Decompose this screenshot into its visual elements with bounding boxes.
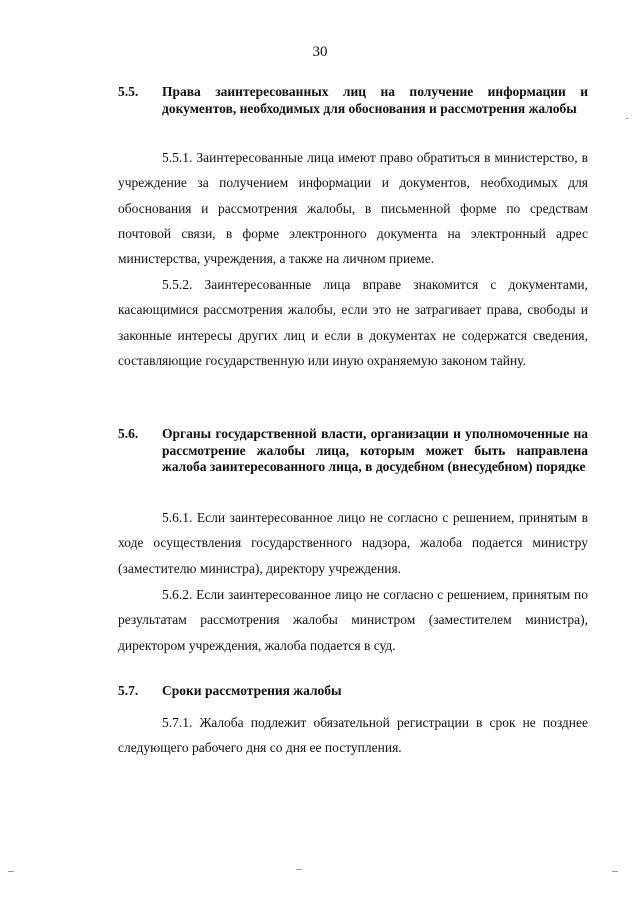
paragraph-5-6-1: 5.6.1. Если заинтересованное лицо не согласно с решением, принятым в ходе осуществления государственного надзора, жалоба подается министру (заместителю министра), директору учреждения. (118, 510, 588, 576)
paragraph-5-5-1: 5.5.1. Заинтересованные лица имеют право обратиться в министерство, в учреждение за получением информации и документов, необходимых для обоснования и рассмотрения жалобы, в письменной форме по средствам почтовой связи, в форме электронного документа на электронный адрес министерства, учреждения, а также на личном приеме. (118, 150, 588, 267)
section-title: Права заинтересованных лиц на получение информации и документов, необходимых для обоснования и рассмотрения жалобы (162, 84, 588, 116)
paragraph-5-6-2: 5.6.2. Если заинтересованное лицо не согласно с решением, принятым по результатам рассмотрения жалобы министром (заместителем министра), директором учреждения, жалоба подается в суд. (118, 587, 588, 653)
scan-speck (296, 869, 302, 870)
page-number: 30 (312, 44, 328, 60)
section-heading-5-5 (118, 84, 588, 117)
scan-speck (8, 871, 14, 872)
section-heading-5-7 (118, 683, 588, 700)
paragraph-5-7-1: 5.7.1. Жалоба подлежит обязательной регистрации в срок не позднее следующего рабочего дня со дня ее поступления. (118, 715, 588, 756)
section-number: 5.6. (118, 426, 139, 441)
section-heading-5-6 (118, 426, 588, 476)
section-title: Сроки рассмотрения жалобы (162, 683, 342, 698)
section-number: 5.5. (118, 84, 139, 99)
section-title: Органы государственной власти, организации и уполномоченные на рассмотрение жалобы лица, которым может быть направлена жалоба заинтересованного лица, в досудебном (внесудебном) порядке (162, 426, 588, 474)
paragraph-5-5-2: 5.5.2. Заинтересованные лица вправе знакомится с документами, касающимися рассмотрения жалобы, если это не затрагивает права, свободы и законные интересы других лиц и если в документах не содержатся сведения, составляющие государственную или иную охраняемую законом тайну. (118, 277, 588, 368)
scan-speck (612, 871, 618, 872)
scan-speck (626, 118, 628, 119)
section-number: 5.7. (118, 683, 139, 698)
